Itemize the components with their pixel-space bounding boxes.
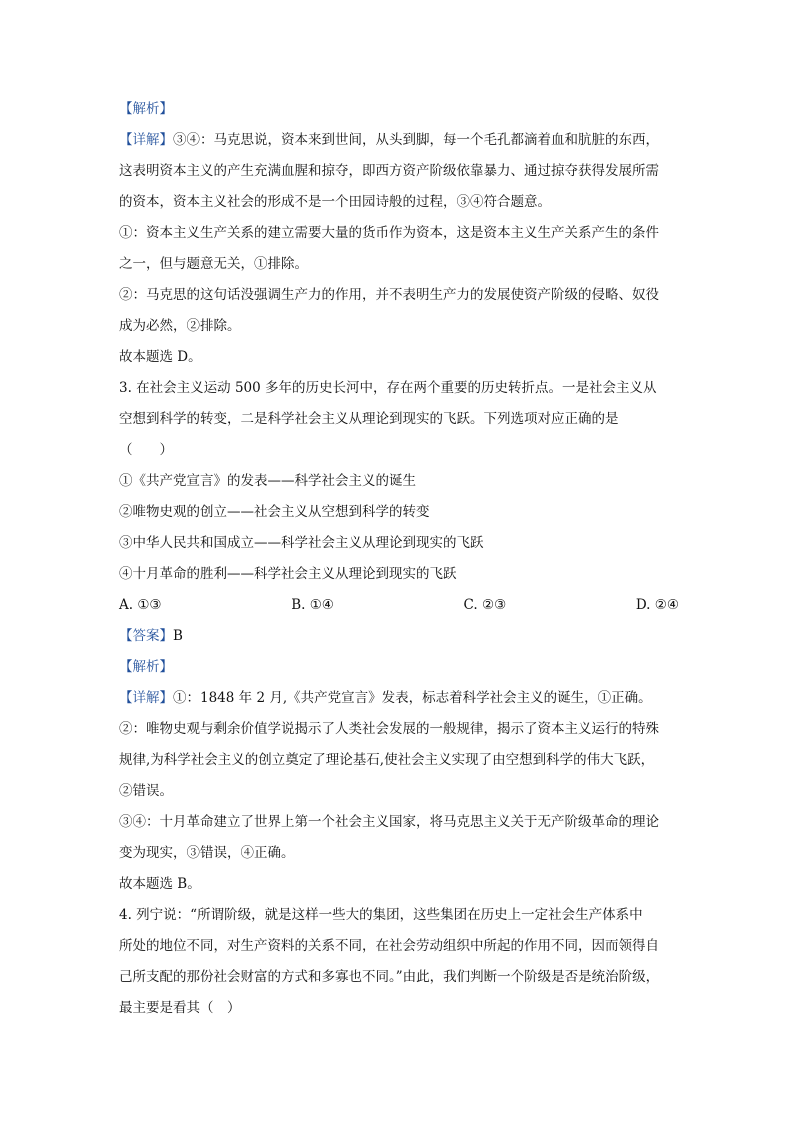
question-stem: 最主要是看其（ ）: [119, 1000, 241, 1016]
detail-paragraph: [119, 683, 679, 714]
detail-paragraph: [119, 125, 679, 156]
question-stem: 3. 在社会主义运动 500 多年的历史长河中，存在两个重要的历史转折点。一是社会主义从: [119, 380, 657, 396]
statement-item: ②唯物史观的创立——社会主义从空想到科学的转变: [119, 504, 430, 520]
question-stem: 4. 列宁说：“所谓阶级，就是这样一些大的集团，这些集团在历史上一定社会生产体系中: [119, 907, 643, 923]
text-line: 规律,为科学社会主义的创立奠定了理论基石,使社会主义实现了由空想到科学的伟大飞跃，: [119, 752, 655, 768]
text-line: 变为现实，③错误，④正确。: [119, 845, 295, 861]
option-d: D. ②④: [635, 597, 679, 613]
analysis-label: 【解析】: [119, 101, 173, 117]
text-line: ①：资本主义生产关系的建立需要大量的货币作为资本，这是资本主义生产关系产生的条件: [119, 225, 659, 241]
answer-options: [119, 590, 679, 621]
analysis-label: 【解析】: [119, 659, 173, 675]
statement-item: ①《共产党宣言》的发表——科学社会主义的诞生: [119, 473, 416, 489]
statement-item: ③中华人民共和国成立——科学社会主义从理论到现实的飞跃: [119, 535, 484, 551]
detail-text: ③④：马克思说，资本来到世间，从头到脚，每一个毛孔都滴着血和肮脏的东西，: [173, 132, 659, 148]
question-stem: 己所支配的那份社会财富的方式和多寡也不同。”由此，我们判断一个阶级是否是统治阶级，: [119, 969, 660, 985]
question-stem: 空想到科学的转变，二是科学社会主义从理论到现实的飞跃。下列选项对应正确的是: [119, 411, 619, 427]
text-line: 成为必然，②排除。: [119, 318, 241, 334]
detail-label: 【详解】: [119, 132, 173, 148]
statement-item: ④十月革命的胜利——科学社会主义从理论到现实的飞跃: [119, 566, 457, 582]
option-a: A. ①③: [119, 597, 162, 613]
text-line: ②：马克思的这句话没强调生产力的作用，并不表明生产力的发展使资产阶级的侵略、奴役: [119, 287, 659, 303]
answer-value: B: [173, 628, 183, 644]
question-stem: 所处的地位不同，对生产资料的关系不同，在社会劳动组织中所起的作用不同，因而领得自: [119, 938, 659, 954]
document-page: [119, 94, 679, 1024]
text-line: ③④：十月革命建立了世界上第一个社会主义国家，将马克思主义关于无产阶级革命的理论: [119, 814, 659, 830]
detail-label: 【详解】: [119, 690, 173, 706]
conclusion-line: 故本题选 B。: [119, 876, 201, 892]
option-c: C. ②③: [463, 597, 507, 613]
text-line: ②错误。: [119, 783, 173, 799]
text-line: 这表明资本主义的产生充满血腥和掠夺，即西方资产阶级依靠暴力、通过掠夺获得发展所需: [119, 163, 659, 179]
answer-line: [119, 621, 679, 652]
option-b: B. ①④: [291, 597, 334, 613]
conclusion-line: 故本题选 D。: [119, 349, 202, 365]
answer-label: 【答案】: [119, 628, 173, 644]
detail-text: ①：1848 年 2 月,《共产党宣言》发表，标志着科学社会主义的诞生，①正确。: [173, 690, 652, 706]
text-line: ②：唯物史观与剩余价值学说揭示了人类社会发展的一般规律，揭示了资本主义运行的特殊: [119, 721, 659, 737]
answer-blank: （ ）: [119, 442, 173, 458]
text-line: 的资本，资本主义社会的形成不是一个田园诗般的过程，③④符合题意。: [119, 194, 551, 210]
text-line: 之一，但与题意无关，①排除。: [119, 256, 308, 272]
